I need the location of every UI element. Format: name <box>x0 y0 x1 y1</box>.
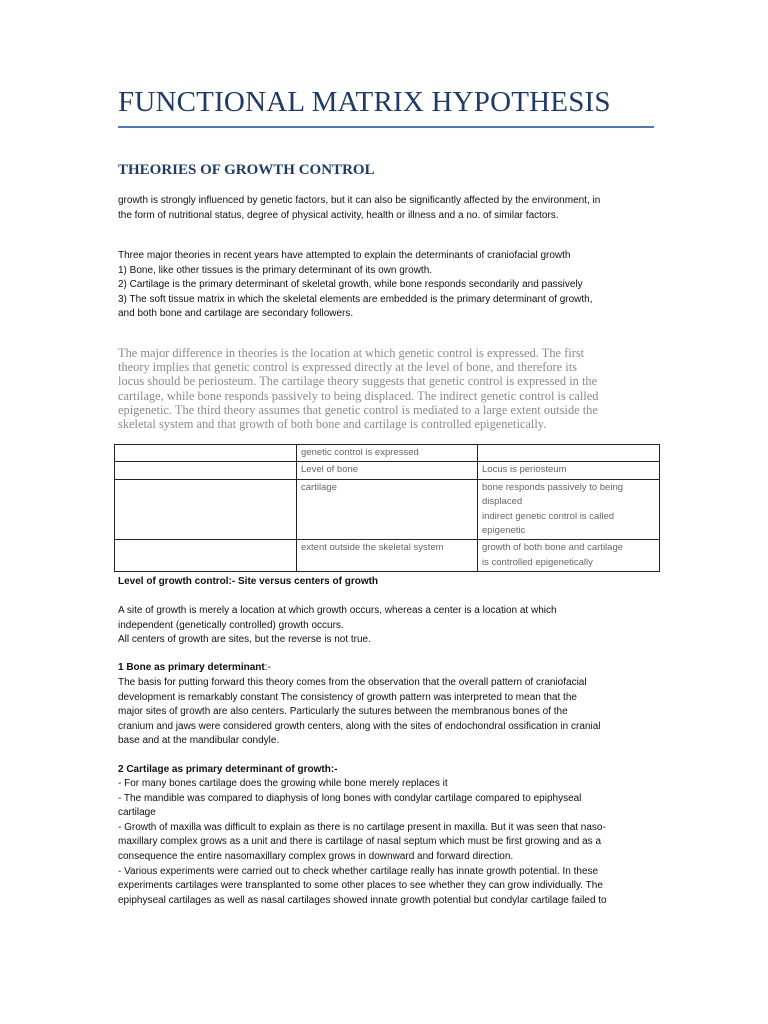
text-line: experiments cartilages were transplanted to some other places to see whether they can grow individually. The <box>118 880 603 892</box>
theories-table <box>114 444 660 572</box>
text-line: 3) The soft tissue matrix in which the skeletal elements are embedded is the primary determinant of growth, <box>118 293 593 305</box>
table-cell: cartilage <box>297 479 478 540</box>
text-line: - Growth of maxilla was difficult to explain as there is no cartilage present in maxilla. But it was seen that naso- <box>118 821 606 833</box>
text-line: - For many bones cartilage does the growing while bone merely replaces it <box>118 778 448 789</box>
difference-paragraph <box>118 346 658 431</box>
text-line: - Various experiments were carried out to check whether cartilage really has innate growth potential. In these <box>118 865 599 877</box>
table-cell: bone responds passively to being displaced indirect genetic control is called epigenetic <box>478 479 660 540</box>
text-line: The major difference in theories is the location at which genetic control is expressed. The first <box>118 346 585 360</box>
text-line: maxillary complex grows as a unit and there is cartilage of nasal septum which must be first growing and as a <box>118 836 602 848</box>
text-line: independent (genetically controlled) growth occurs. <box>118 619 344 631</box>
text-line: the form of nutritional status, degree of physical activity, health or illness and a no. of similar factors. <box>118 209 559 221</box>
text-line: and both bone and cartilage are secondary followers. <box>118 308 354 320</box>
text-line: cartilage <box>118 807 156 819</box>
table-cell: extent outside the skeletal system <box>297 540 478 572</box>
table-cell <box>115 462 297 479</box>
text-line: theory implies that genetic control is expressed directly at the level of bone, and therefore its <box>118 360 577 375</box>
text-line: All centers of growth are sites, but the reverse is not true. <box>118 634 371 646</box>
table-row <box>115 445 660 462</box>
text-line: cranium and jaws were considered growth centers, along with the sites of endochondral ossification in cranial <box>118 720 601 732</box>
text-line: base and at the mandibular condyle. <box>118 735 280 747</box>
table-cell <box>115 445 297 462</box>
cartilage-heading: 2 Cartilage as primary determinant of growth:- <box>118 764 338 775</box>
table-row <box>115 540 660 572</box>
table-cell: genetic control is expressed <box>297 445 478 462</box>
text-line: skeletal system and that growth of both bone and cartilage is controlled epigenetically. <box>118 417 547 432</box>
table-cell <box>115 540 297 572</box>
site-paragraph <box>118 604 658 648</box>
text-line: cartilage, while bone responds passively to being displaced. The indirect genetic control is called <box>118 388 599 403</box>
text-line: The basis for putting forward this theory comes from the observation that the overall pattern of craniofacial <box>118 677 587 688</box>
title-underline <box>118 126 654 128</box>
text-line: consequence the entire nasomaxillary complex grows in downward and forward direction. <box>118 850 514 862</box>
text-line: development is remarkably constant The consistency of growth pattern was interpreted to mean that the <box>118 691 577 703</box>
document-title: FUNCTIONAL MATRIX HYPOTHESIS <box>118 86 611 118</box>
text-line: epigenetic. The third theory assumes that genetic control is mediated to a large extent outside the <box>118 402 598 417</box>
text-line: A site of growth is merely a location at which growth occurs, whereas a center is a location at which <box>118 605 557 616</box>
intro-paragraph <box>118 194 658 223</box>
text-line: epiphyseal cartilages as well as nasal cartilages showed innate growth potential but condylar cartilage failed to <box>118 894 607 906</box>
table-cell <box>115 479 297 540</box>
table-row <box>115 462 660 479</box>
bone-heading <box>118 661 658 676</box>
table-cell: growth of both bone and cartilage is controlled epigenetically <box>478 540 660 572</box>
site-heading: Level of growth control:- Site versus centers of growth <box>118 576 379 587</box>
bone-heading-suffix: :- <box>264 662 271 673</box>
text-line: 1) Bone, like other tissues is the primary determinant of its own growth. <box>118 264 433 276</box>
table-cell: Locus is periosteum <box>478 462 660 479</box>
text-line: - The mandible was compared to diaphysis of long bones with condylar cartilage compared to epiphyseal <box>118 792 582 804</box>
text-line: locus should be periosteum. The cartilage theory suggests that genetic control is expressed in the <box>118 374 598 389</box>
text-line: 2) Cartilage is the primary determinant of skeletal growth, while bone responds secondarily and passively <box>118 279 583 291</box>
text-line: growth is strongly influenced by genetic factors, but it can also be significantly affected by the environment, in <box>118 195 601 206</box>
text-line: Three major theories in recent years have attempted to explain the determinants of craniofacial growth <box>118 250 571 261</box>
bone-paragraph <box>118 676 658 749</box>
table-cell: Level of bone <box>297 462 478 479</box>
table-cell <box>478 445 660 462</box>
text-line: major sites of growth are also centers. Particularly the sutures between the membranous bones of the <box>118 706 568 718</box>
section-heading: THEORIES OF GROWTH CONTROL <box>118 162 375 178</box>
table-row <box>115 479 660 540</box>
cartilage-paragraph <box>118 777 658 908</box>
theories-paragraph <box>118 249 658 322</box>
bone-heading-text: 1 Bone as primary determinant <box>118 662 265 673</box>
